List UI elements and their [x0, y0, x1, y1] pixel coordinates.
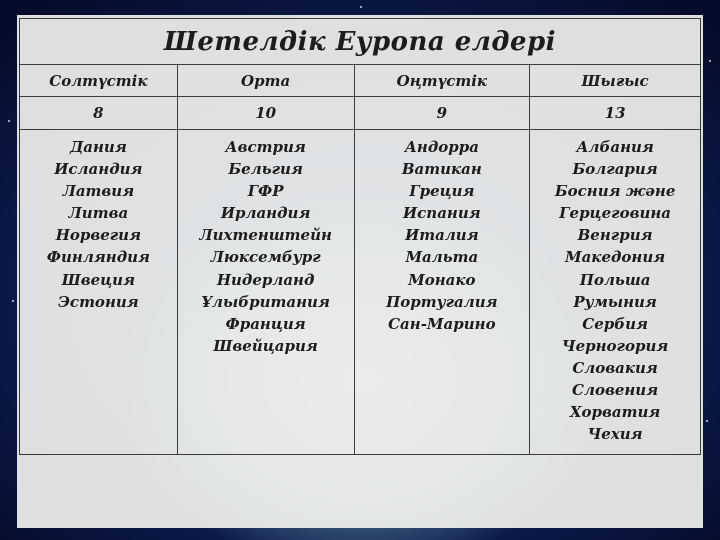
country-name: Испания	[403, 204, 481, 223]
country-name: Латвия	[62, 182, 135, 201]
country-name: Сан-Марино	[388, 314, 496, 333]
countries-row	[20, 130, 701, 455]
country-name: Монако	[408, 270, 476, 289]
country-name: Болгария	[572, 160, 658, 179]
country-name: Исландия	[54, 160, 143, 179]
region-header-central: Орта	[177, 65, 354, 97]
region-header-south: Оңтүстік	[354, 65, 530, 97]
country-name: Польша	[579, 270, 651, 289]
country-name: Ватикан	[401, 160, 482, 179]
title-row	[20, 19, 701, 65]
country-name: Бельгия	[228, 160, 303, 179]
country-name: ГФР	[247, 182, 284, 201]
region-count-north: 8	[20, 97, 178, 130]
country-name: Хорватия	[569, 403, 661, 422]
country-name: Франция	[225, 314, 306, 333]
star-sparkle	[12, 300, 14, 302]
country-name: Литва	[68, 204, 129, 223]
star-sparkle	[360, 6, 362, 8]
slide-panel	[17, 15, 703, 528]
country-name: Словакия	[572, 358, 658, 377]
country-name: Португалия	[386, 292, 498, 311]
country-name: Австрия	[225, 138, 306, 156]
country-name: Италия	[405, 226, 479, 245]
country-list-south	[354, 130, 530, 455]
region-count-east: 13	[530, 97, 701, 130]
country-name: Македония	[564, 248, 666, 267]
country-list-central	[177, 130, 354, 455]
country-name: Румыния	[573, 292, 657, 311]
country-name: Андорра	[404, 138, 479, 156]
country-name: Герцеговина	[559, 204, 672, 223]
country-name: Нидерланд	[216, 270, 315, 289]
country-name: Ирландия	[220, 204, 311, 223]
country-name: Словения	[572, 381, 659, 400]
countries-table	[19, 18, 701, 455]
country-name: Финляндия	[46, 248, 150, 267]
country-name: Албания	[576, 138, 654, 156]
country-name: Ұлыбритания	[201, 292, 330, 311]
country-name: Сербия	[582, 314, 648, 333]
star-sparkle	[709, 60, 711, 62]
country-name: Лихтенштейн	[199, 226, 332, 245]
table-title: Шетелдік Еуропа елдері	[20, 19, 701, 65]
country-name: Эстония	[58, 292, 139, 311]
country-name: Дания	[69, 138, 127, 156]
country-name: Черногория	[561, 336, 669, 355]
region-header-north: Солтүстік	[20, 65, 178, 97]
country-name: Босния және	[554, 182, 676, 201]
country-list-north	[20, 130, 178, 455]
count-row	[20, 97, 701, 130]
country-name: Мальта	[405, 248, 479, 267]
region-header-east: Шығыс	[530, 65, 701, 97]
star-sparkle	[706, 420, 708, 422]
country-name: Венгрия	[577, 226, 653, 245]
country-name: Норвегия	[55, 226, 142, 245]
country-name: Швейцария	[213, 336, 318, 355]
country-name: Греция	[409, 182, 475, 201]
country-name: Чехия	[587, 425, 643, 444]
region-count-central: 10	[177, 97, 354, 130]
header-row	[20, 65, 701, 97]
region-count-south: 9	[354, 97, 530, 130]
country-list-east	[530, 130, 701, 455]
star-sparkle	[8, 120, 10, 122]
country-name: Швеция	[61, 270, 136, 289]
country-name: Люксембург	[210, 248, 321, 267]
